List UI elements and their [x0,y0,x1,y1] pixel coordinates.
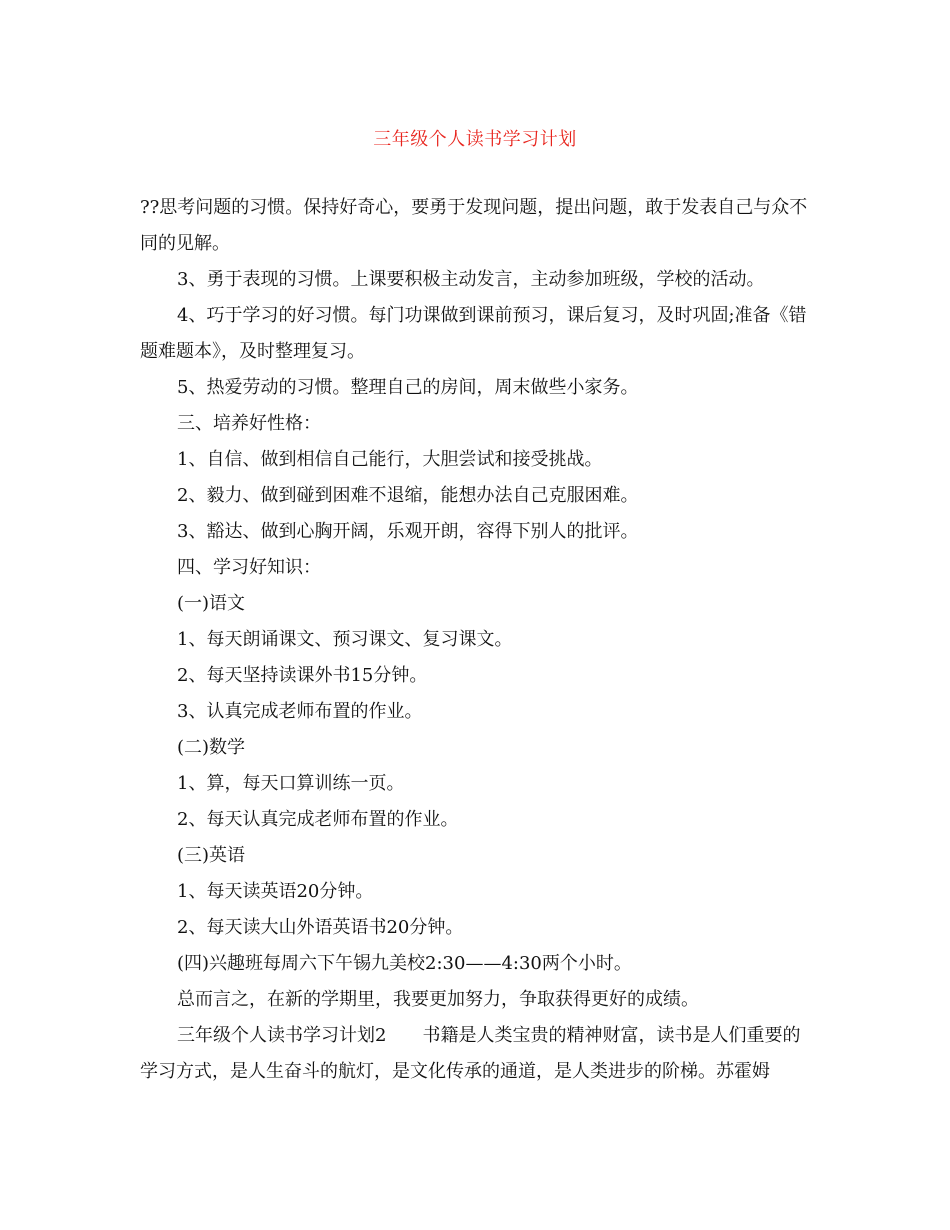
paragraph: 2、每天读大山外语英语书20分钟。 [177,917,464,938]
paragraph: 5、热爱劳动的习惯。整理自己的房间，周末做些小家务。 [177,377,639,398]
paragraph: 总而言之，在新的学期里，我要更加努力，争取获得更好的成绩。 [177,989,699,1010]
paragraph: 3、豁达、做到心胸开阔，乐观开朗，容得下别人的批评。 [177,521,639,542]
paragraph: ??思考问题的习惯。保持好奇心，要勇于发现问题，提出问题，敢于发表自己与众不同的见解。 [140,197,808,254]
paragraph: 1、每天朗诵课文、预习课文、复习课文。 [177,629,513,650]
paragraph: 1、算，每天口算训练一页。 [177,773,405,794]
paragraph: (四)兴趣班每周六下午锡九美校2:30——4:30两个小时。 [177,953,632,974]
paragraph: 2、每天认真完成老师布置的作业。 [177,809,459,830]
subsection-heading: (三)英语 [177,845,246,866]
subsection-heading: (一)语文 [177,593,246,614]
paragraph: 3、勇于表现的习惯。上课要积极主动发言，主动参加班级，学校的活动。 [177,269,765,290]
paragraph: 2、毅力、做到碰到困难不退缩，能想办法自己克服困难。 [177,485,639,506]
paragraph-text: 书籍是人类宝贵的精神财富，读书是人们重要的学习方式，是人生奋斗的航灯，是文化传承的通道，是人类进步的阶梯。苏霍姆 [140,1025,801,1082]
section-heading: 三、培养好性格： [177,413,321,434]
paragraph: 3、认真完成老师布置的作业。 [177,701,423,722]
paragraph: 4、巧于学习的好习惯。每门功课做到课前预习，课后复习，及时巩固;准备《错题难题本》，及时整理复习。 [140,305,807,362]
paragraph: 2、每天坚持读课外书15分钟。 [177,665,428,686]
document-body [140,190,812,1090]
paragraph [140,1018,812,1090]
paragraph: 1、自信、做到相信自己能行，大胆尝试和接受挑战。 [177,449,603,470]
subsection-heading: (二)数学 [177,737,246,758]
subtitle-heading: 三年级个人读书学习计划2 [177,1025,387,1046]
paragraph: 1、每天读英语20分钟。 [177,881,374,902]
section-heading: 四、学习好知识： [177,557,321,578]
document-title: 三年级个人读书学习计划 [373,129,577,150]
